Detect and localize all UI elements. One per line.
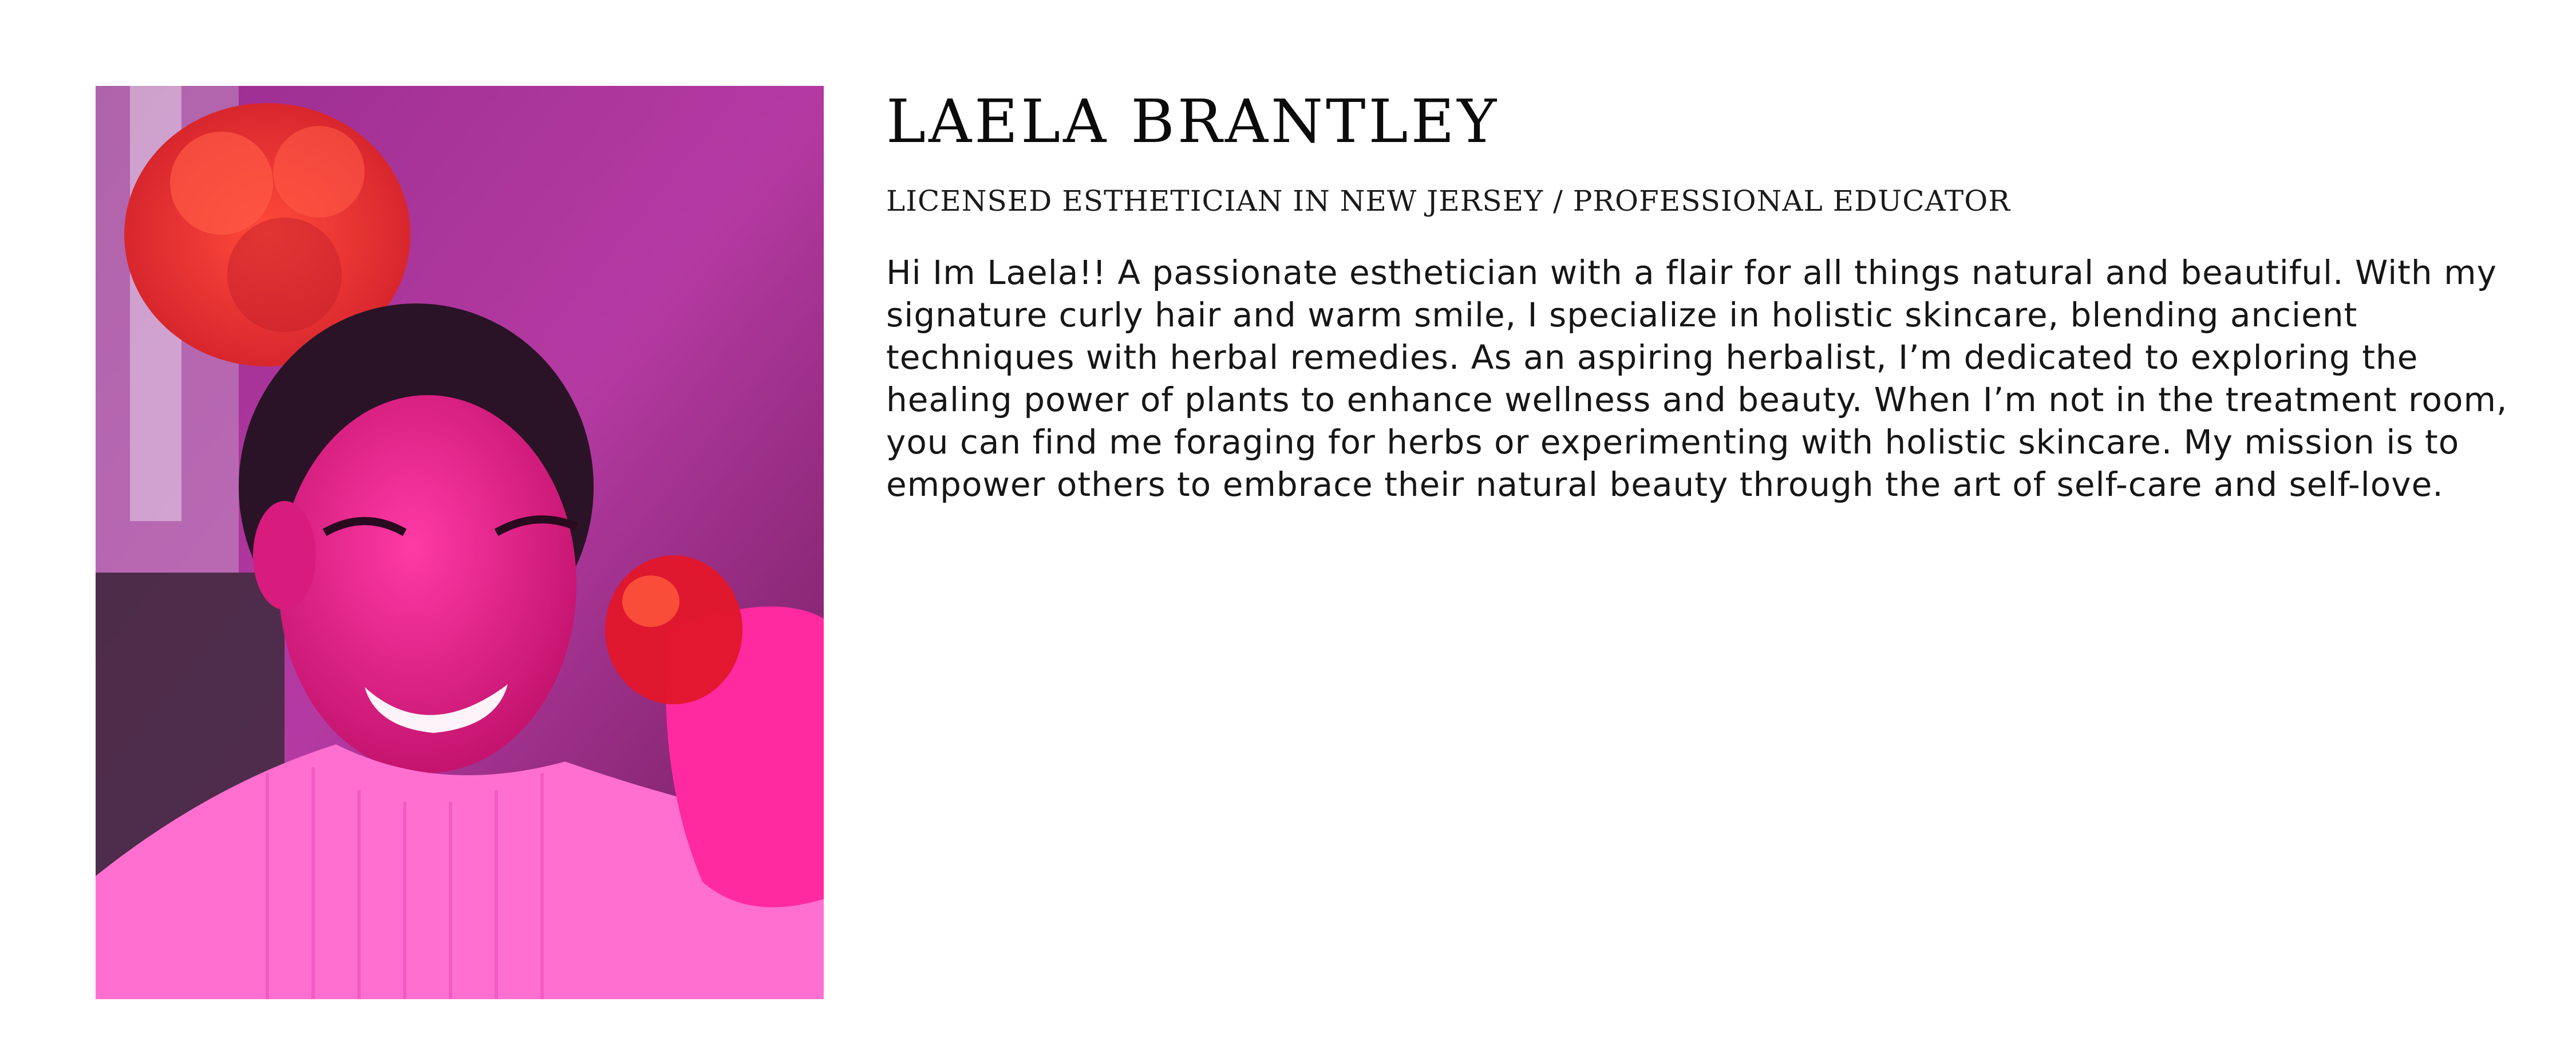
profile-title: LICENSED ESTHETICIAN IN NEW JERSEY / PROFESSIONAL EDUCATOR — [886, 184, 2010, 218]
profile-photo — [96, 86, 824, 999]
bio-block — [886, 86, 2541, 506]
profile-bio: Hi Im Laela!! A passionate esthetician with a flair for all things natural and beautiful. With my signature curly hair and warm smile, I specialize in holistic skincare, blending ancient techniques with herbal remedies. As an aspiring herbalist, I’m dedicated to exploring the healing power of plants to enhance wellness and beauty. When I’m not in the treatment room, you can find me foraging for herbs or experimenting with holistic skincare. My mission is to empower others to embrace their natural beauty through the art of self-care and self-love. — [886, 253, 2508, 504]
portrait-photo-icon — [96, 86, 824, 999]
profile-name: LAELA BRANTLEY — [886, 86, 1500, 156]
